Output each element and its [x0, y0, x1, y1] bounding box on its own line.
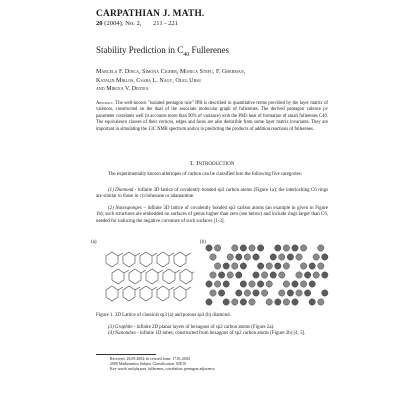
- lattice-cell: [106, 286, 118, 301]
- list-item-head: (2) Nanosponges: [108, 206, 142, 211]
- atom-sphere: [283, 263, 289, 269]
- atom-sphere: [266, 263, 272, 269]
- lattice-cell: [106, 252, 118, 267]
- atom-sphere: [287, 254, 293, 260]
- lattice-bond: [152, 287, 157, 290]
- journal-year-issue: (2004), No. 2,: [104, 20, 142, 27]
- atom-sphere: [257, 245, 263, 251]
- intro-paragraph: The experimentally known allotropes of carbon can be classified into the following five categories:: [108, 172, 303, 177]
- list-item-text: - infinite 3D lattice of covalently bonded sp3 carbon atoms (Figure 1a); the interlocking C6 rings are similar to those in cyclohexane or adamantine.: [96, 188, 328, 200]
- figure-caption: Figure 1. 3D Lattice of classical sp3 (a) and porous sp3 (b) diamond.: [96, 313, 231, 318]
- lattice-cell: [157, 252, 169, 267]
- lattice-cell: [180, 269, 192, 284]
- section-heading-introduction: 1. Introduction: [189, 160, 235, 167]
- list-item-head: (4) Nanotubes: [108, 331, 136, 336]
- lattice-bond: [169, 253, 174, 256]
- lattice-cell: [174, 252, 186, 267]
- journal-pages: 211 - 221: [152, 20, 179, 27]
- footnote-rule: [96, 354, 156, 355]
- list-item-diamond: [96, 188, 328, 201]
- atom-sphere: [296, 272, 302, 278]
- journal-issue: [96, 20, 178, 27]
- atom-sphere: [232, 245, 238, 251]
- atom-sphere: [249, 281, 255, 287]
- atom-sphere: [261, 272, 267, 278]
- lattice-cell: [174, 286, 186, 301]
- title-subscript: 40: [183, 51, 190, 58]
- atom-sphere: [318, 263, 324, 269]
- atom-sphere: [240, 263, 246, 269]
- list-item-text: - infinite 2D planar layers of hexagons of sp2 carbon atoms (Figure 2a).: [132, 325, 275, 330]
- atom-sphere: [232, 299, 238, 305]
- atom-sphere: [210, 272, 216, 278]
- atom-sphere: [236, 290, 242, 296]
- lattice-bond: [192, 270, 194, 273]
- atom-sphere: [304, 272, 310, 278]
- atom-sphere: [313, 254, 319, 260]
- atom-sphere: [300, 263, 306, 269]
- list-item-nanotubes: [96, 331, 328, 337]
- porous-diamond-figure: [203, 242, 331, 310]
- atom-sphere: [253, 254, 259, 260]
- atom-sphere: [279, 272, 285, 278]
- atom-sphere: [214, 245, 220, 251]
- atom-sphere: [257, 263, 263, 269]
- lattice-bond: [152, 253, 157, 256]
- atom-sphere: [270, 272, 276, 278]
- atom-sphere: [227, 272, 233, 278]
- atom-sphere: [261, 290, 267, 296]
- atom-sphere: [232, 263, 238, 269]
- atom-sphere: [304, 290, 310, 296]
- list-item-head: (1) Diamond: [108, 188, 134, 193]
- lattice-bond: [135, 253, 140, 256]
- lattice-cell: [123, 252, 135, 267]
- atom-sphere: [210, 254, 216, 260]
- authors-line-1: Marcela F. Dinca, Simona Cigher, Monica Stefu, F. Gherman,: [96, 69, 246, 75]
- list-item-head: (3) Graphite: [108, 325, 133, 330]
- figure-label-a: (a): [91, 240, 97, 245]
- lattice-cell: [140, 286, 152, 301]
- atom-sphere: [240, 245, 246, 251]
- footnote-keywords: Key words and phrases. fullerenes, correlation, pentagon adjacency: [110, 367, 216, 371]
- atom-sphere: [275, 263, 281, 269]
- lattice-cell: [157, 286, 169, 301]
- lattice-bond: [158, 270, 163, 273]
- atom-sphere: [287, 290, 293, 296]
- footnote-received: Received: 26.09.2004; In revised form: 17.01.2004: [110, 357, 190, 361]
- atom-sphere: [210, 290, 216, 296]
- atom-sphere: [214, 281, 220, 287]
- atom-sphere: [249, 245, 255, 251]
- lattice-cell: [123, 286, 135, 301]
- atom-sphere: [240, 281, 246, 287]
- atom-sphere: [244, 254, 250, 260]
- diamond-lattice-figure: [100, 246, 194, 306]
- atom-sphere: [214, 263, 220, 269]
- journal-name: CARPATHIAN J. MATH.: [96, 9, 205, 19]
- atom-sphere: [300, 245, 306, 251]
- lattice-bond: [124, 270, 129, 273]
- atom-sphere: [322, 290, 328, 296]
- abstract: [96, 101, 328, 133]
- figure-label-b: (b): [200, 240, 206, 245]
- lattice-bond: [135, 287, 140, 290]
- atom-sphere: [283, 299, 289, 305]
- footnote-classification: 2000 Mathematics Subject Classification. 92E10: [110, 362, 186, 366]
- atom-sphere: [292, 299, 298, 305]
- atom-sphere: [296, 290, 302, 296]
- atom-sphere: [249, 299, 255, 305]
- lattice-bond: [118, 287, 123, 290]
- atom-sphere: [283, 281, 289, 287]
- atom-sphere: [318, 299, 324, 305]
- atom-sphere: [236, 254, 242, 260]
- title-text: Stability Prediction in C: [96, 45, 184, 55]
- list-item-nanosponges: [96, 206, 328, 225]
- atom-sphere: [322, 272, 328, 278]
- atom-sphere: [253, 290, 259, 296]
- lattice-bond: [118, 253, 123, 256]
- atom-sphere: [206, 281, 212, 287]
- atom-sphere: [279, 254, 285, 260]
- atom-sphere: [309, 263, 315, 269]
- authors-line-2: Katalin Miklos, Csaba L. Nagy, Oleg Ursu: [96, 77, 202, 84]
- atom-sphere: [227, 254, 233, 260]
- atom-sphere: [309, 281, 315, 287]
- atom-sphere: [296, 254, 302, 260]
- lattice-bond: [175, 270, 180, 273]
- lattice-bond: [186, 253, 191, 256]
- paper-title: [96, 45, 229, 58]
- atom-sphere: [266, 299, 272, 305]
- list-item-text: - infinite 1D tubes, constructed from hexagons of sp2 carbon atoms (Figure 2b) [4, 5].: [135, 331, 306, 336]
- atom-sphere: [275, 245, 281, 251]
- atom-sphere: [322, 254, 328, 260]
- atom-sphere: [318, 245, 324, 251]
- atom-sphere: [223, 263, 229, 269]
- title-text-end: Fullerenes: [189, 45, 229, 55]
- atom-sphere: [257, 281, 263, 287]
- atom-sphere: [270, 254, 276, 260]
- abstract-text: The well-known "isolated pentagon rule" IPR is described in quantitative terms provided by the layer matrix of valences, constructed on the dual of the associate molecular graph of fullerenes. The derived pentagon valence pv parameter correlates well (it accounts more than 90% of variance) with the PM3 heat of formation of small fullerenes C40. The equivalence classes of their vertices, edges and faces are also deducible from some layer matrix invariants. They are important in simulating the 13C NMR spectrum and/or in predicting the products of addition reactions of fullerenes.: [96, 101, 328, 132]
- atom-sphere: [206, 245, 212, 251]
- atom-sphere: [236, 272, 242, 278]
- lattice-bond: [169, 287, 174, 290]
- atom-sphere: [240, 299, 246, 305]
- lattice-cell: [146, 269, 158, 284]
- lattice-bond: [186, 287, 191, 290]
- atom-sphere: [218, 272, 224, 278]
- authors-line-3: and Mircea V. Diudea: [96, 86, 149, 93]
- journal-volume: 20: [96, 20, 103, 27]
- atom-sphere: [292, 245, 298, 251]
- lattice-cell: [140, 252, 152, 267]
- atom-sphere: [206, 299, 212, 305]
- atom-sphere: [279, 290, 285, 296]
- atom-sphere: [313, 272, 319, 278]
- lattice-bond: [141, 270, 146, 273]
- author-list: [96, 68, 336, 94]
- atom-sphere: [223, 281, 229, 287]
- atom-sphere: [253, 272, 259, 278]
- atom-sphere: [244, 290, 250, 296]
- atom-sphere: [275, 299, 281, 305]
- atom-sphere: [266, 281, 272, 287]
- atom-sphere: [292, 281, 298, 287]
- abstract-label: Abstract.: [96, 101, 115, 106]
- lattice-cell: [163, 269, 175, 284]
- atom-sphere: [300, 281, 306, 287]
- atom-sphere: [223, 299, 229, 305]
- atom-sphere: [283, 245, 289, 251]
- atom-sphere: [309, 299, 315, 305]
- lattice-cell: [129, 269, 141, 284]
- list-item-text: – infinite 3D lattice of covalently bonded sp3 carbon atoms (an example in given in Figure 1b); such structures are embedded on surfaces of genus higher than zero (see below) and include rings larger than C6, needed for inducing the negative curvature of such surfaces [1-3].: [96, 206, 328, 224]
- lattice-cell: [112, 269, 124, 284]
- atom-sphere: [218, 290, 224, 296]
